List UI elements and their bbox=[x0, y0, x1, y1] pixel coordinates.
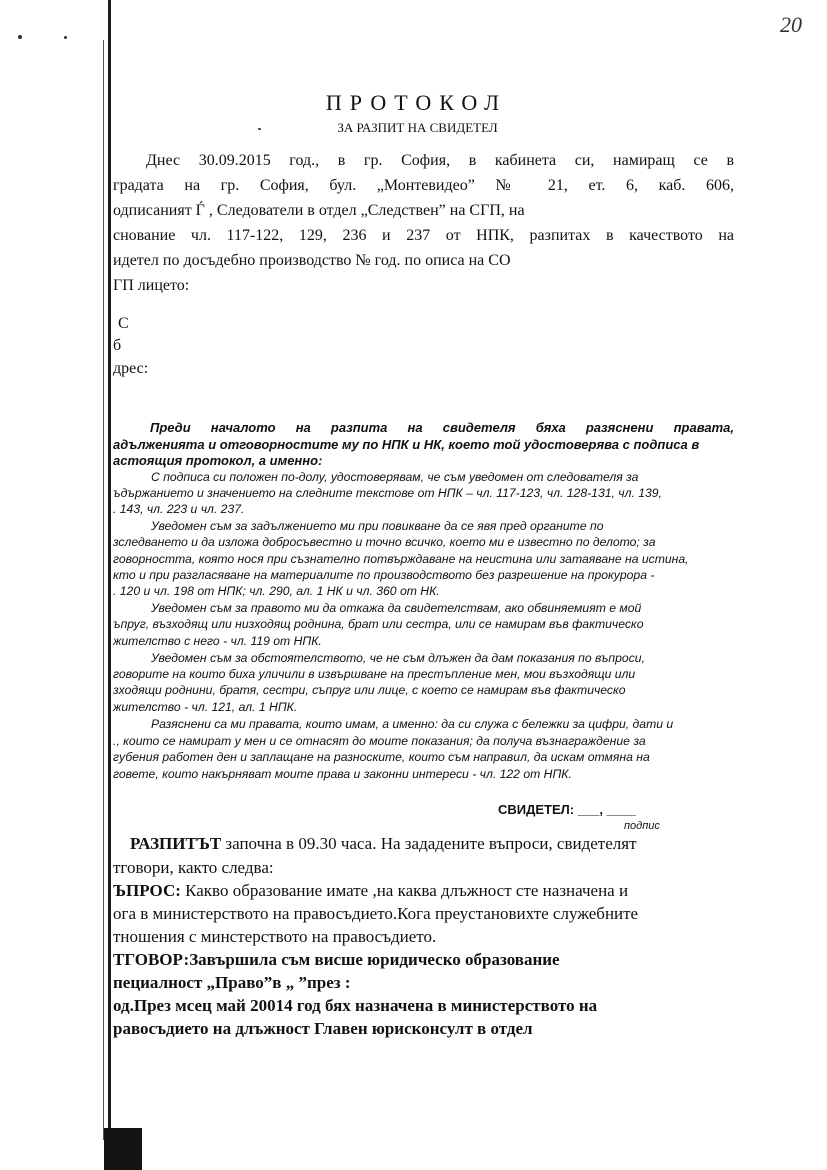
rights-body-line: . 120 и чл. 198 от НПК; чл. 290, ал. 1 НК и чл. 360 от НК. bbox=[113, 584, 440, 598]
rights-body-line: ъдържанието и значението на следните текстове от НПК – чл. 117-123, чл. 128-131, чл. 139, bbox=[113, 486, 662, 500]
signature-caption: подпис bbox=[624, 820, 660, 832]
rights-body-line: Уведомен съм за задължението ми при повикване да се явя пред органите по bbox=[151, 519, 604, 533]
intro-line: одписаният Ѓ , Следователи в отдел „Следствен” на СГП, на bbox=[113, 202, 525, 219]
rights-body-line: . 143, чл. 223 и чл. 237. bbox=[113, 502, 245, 516]
rights-body-line: Разяснени са ми правата, които имам, а именно: да си служа с бележки за цифри, дати и bbox=[151, 717, 674, 731]
rights-body-line: кто и при разгласяване на материалите по производството без разрешение на прокурора - bbox=[113, 568, 655, 582]
address-label: дрес: bbox=[113, 360, 149, 377]
question-label: ЪПРОС: bbox=[113, 881, 181, 900]
rights-body-line: ъпруг, възходящ или низходящ роднина, брат или сестра, или се намирам във фактическо bbox=[113, 617, 644, 631]
rights-heading-line: адълженията и отговорностите му по НПК и НК, което той удостоверява с подписа в bbox=[113, 437, 700, 452]
rights-body-line: С подписа си положен по-долу, удостоверявам, че съм уведомен от следователя за bbox=[151, 470, 639, 484]
rights-body-line: зходящи роднини, братя, сестри, съпруг или лице, с което се намирам във фактическо bbox=[113, 683, 626, 697]
question-line: тношения с минстерството на правосъдието. bbox=[113, 927, 437, 946]
rights-heading-line: астоящия протокол, а именно: bbox=[113, 453, 323, 468]
question-line bbox=[113, 881, 628, 901]
rights-body-line: зследването и да изложа добросъвестно и точно всичко, което ми е известно по делото; за bbox=[113, 535, 656, 549]
question-line: ога в министерството на правосъдието.Кога преустановихте служебните bbox=[113, 904, 639, 923]
intro-line: Днес 30.09.2015 год., в гр. София, в кабинета си, намиращ се в bbox=[146, 152, 734, 169]
rights-body-line: говорността, която нося при съзнателно потвърждаване на неистина или затаяване на истина, bbox=[113, 552, 689, 566]
rights-body-line: губения работен ден и заплащане на разноските, които съм направил, да искам отмяна на bbox=[113, 750, 650, 764]
answer-line: ТГОВОР:Завършила съм висше юридическо образование bbox=[113, 950, 560, 969]
intro-line: ГП лицето: bbox=[113, 277, 190, 294]
scan-binding-shadow bbox=[103, 40, 104, 1140]
witness-signature-line: СВИДЕТЕЛ: ___, ____ bbox=[498, 802, 636, 817]
rights-body-line: говете, които накърняват моите права и законни интереси - чл. 122 от НПК. bbox=[113, 767, 572, 781]
rights-body-line: жителство - чл. 121, ал. 1 НПК. bbox=[113, 700, 298, 714]
rights-body-line: Уведомен съм за обстоятелството, че не съм длъжен да дам показания по въпроси, bbox=[151, 651, 645, 665]
handwritten-page-number: 20 bbox=[780, 12, 802, 37]
redacted-name-line: С bbox=[118, 315, 129, 332]
interrogation-start-text: започна в 09.30 часа. На зададените въпроси, свидетелят bbox=[221, 834, 637, 853]
scan-artifact-blot bbox=[104, 1128, 142, 1170]
intro-line: идетел по досъдебно производство № год. по описа на СО bbox=[113, 252, 511, 269]
page-title: ПРОТОКОЛ bbox=[325, 90, 508, 115]
scan-binding-edge bbox=[108, 0, 111, 1170]
answer-line: пециалност „Право”в „ ”през : bbox=[113, 973, 351, 992]
answer-line: од.През мсец май 20014 год бях назначена в министерството на bbox=[113, 996, 598, 1015]
scan-speck bbox=[18, 35, 22, 39]
rights-body-line: жителство с него - чл. 119 от НПК. bbox=[113, 634, 322, 648]
redacted-id-line: б bbox=[113, 337, 122, 354]
intro-line: снование чл. 117-122, 129, 236 и 237 от НПК, разпитах в качеството на bbox=[113, 227, 734, 244]
answer-line: равосъдието на длъжност Главен юрисконсулт в отдел bbox=[113, 1019, 533, 1038]
interrogation-start-line bbox=[130, 834, 637, 854]
interrogation-start-label: РАЗПИТЪТ bbox=[130, 834, 222, 853]
scan-speck bbox=[64, 36, 67, 39]
rights-body-line: говорите на които биха уличили в извършване на престъпление мен, мои възходящи или bbox=[113, 667, 636, 681]
intro-line: градата на гр. София, бул. „Монтевидео” № 21, ет. 6, каб. 606, bbox=[113, 177, 734, 194]
rights-heading-line: Преди началото на разпита на свидетеля бяха разяснени правата, bbox=[150, 420, 734, 435]
interrogation-line: тговори, както следва: bbox=[113, 858, 274, 877]
rights-body-line: Уведомен съм за правото ми да откажа да свидетелствам, ако обвиняемият е мой bbox=[151, 601, 642, 615]
question-text: Какво образование имате ,на каква длъжност сте назначена и bbox=[180, 881, 629, 900]
rights-body-line: ., които се намират у мен и се отнасят до моите показания; да получа възнаграждение за bbox=[113, 734, 646, 748]
page-subtitle: ЗА РАЗПИТ НА СВИДЕТЕЛ bbox=[337, 120, 498, 135]
